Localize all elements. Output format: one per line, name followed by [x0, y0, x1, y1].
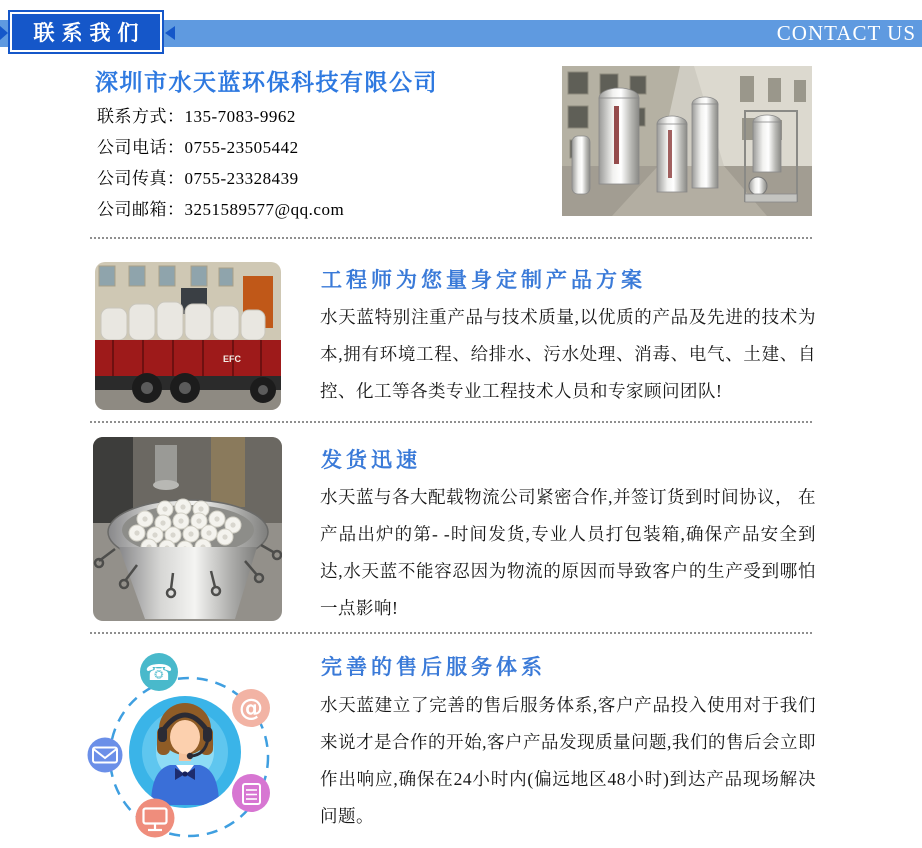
company-email-line	[97, 194, 344, 225]
section-body-fast-shipping: 水天蓝与各大配载物流公司紧密合作,并签订货到时间协议， 在产品出炉的第- -时间发货,专业人员打包装箱,确保产品安全到达,水天蓝不能容忍因为物流的原因而导致客户的生产受到哪怕一点影响!	[320, 487, 816, 618]
mail-icon	[88, 738, 123, 773]
header-english-label: CONTACT US	[776, 21, 916, 45]
contact-us-tab[interactable]	[10, 12, 162, 52]
svg-text:☎: ☎	[145, 661, 173, 686]
section-title-custom-solution: 工程师为您量身定制产品方案	[321, 268, 646, 292]
company-fax-value: 0755-23328439	[184, 169, 299, 188]
company-name: 深圳市水天蓝环保科技有限公司	[95, 70, 438, 95]
contact-list	[97, 101, 344, 225]
section-body-custom-solution: 水天蓝特别注重产品与技术质量,以优质的产品及先进的技术为本,拥有环境工程、给排水、污水处理、消毒、电气、土建、自控、化工等各类专业工程技术人员和专家顾问团队!	[320, 307, 816, 401]
at-icon	[232, 689, 270, 727]
left-edge-arrow-icon	[0, 26, 8, 40]
company-email-value: 3251589577@qq.com	[184, 200, 345, 219]
contact-phone-label: 联系方式：	[97, 107, 185, 126]
svg-text:@: @	[239, 694, 263, 722]
dotted-separator	[90, 632, 812, 634]
tab-pointer-arrow-icon	[165, 26, 175, 40]
company-tel-line	[97, 132, 344, 163]
truck-photo	[95, 262, 281, 410]
equipment-photo	[562, 66, 812, 216]
company-fax-line	[97, 163, 344, 194]
contact-us-tab-label: 联系我们	[33, 21, 146, 45]
section-title-fast-shipping: 发货迅速	[321, 448, 421, 472]
company-tel-label: 公司电话：	[97, 138, 185, 157]
company-email-label: 公司邮箱：	[97, 200, 185, 219]
section-title-after-sales: 完善的售后服务体系	[321, 655, 546, 679]
monitor-icon	[136, 799, 175, 838]
svg-text:EFC: EFC	[223, 354, 241, 364]
company-tel-value: 0755-23505442	[184, 138, 299, 157]
contact-phone-value: 135-7083-9962	[184, 107, 296, 126]
phone-icon	[140, 653, 178, 691]
dotted-separator	[90, 237, 812, 239]
filter-vessel-photo	[93, 437, 282, 621]
dotted-separator	[90, 421, 812, 423]
company-fax-label: 公司传真：	[97, 169, 185, 188]
customer-service-illustration	[85, 643, 295, 848]
contact-phone-line	[97, 101, 344, 132]
notepad-icon	[232, 774, 270, 812]
section-body-after-sales: 水天蓝建立了完善的售后服务体系,客户产品投入使用对于我们来说才是合作的开始,客户产品发现质量问题,我们的售后会立即作出响应,确保在24小时内(偏远地区48小时)到达产品现场解决问题。	[320, 695, 816, 826]
